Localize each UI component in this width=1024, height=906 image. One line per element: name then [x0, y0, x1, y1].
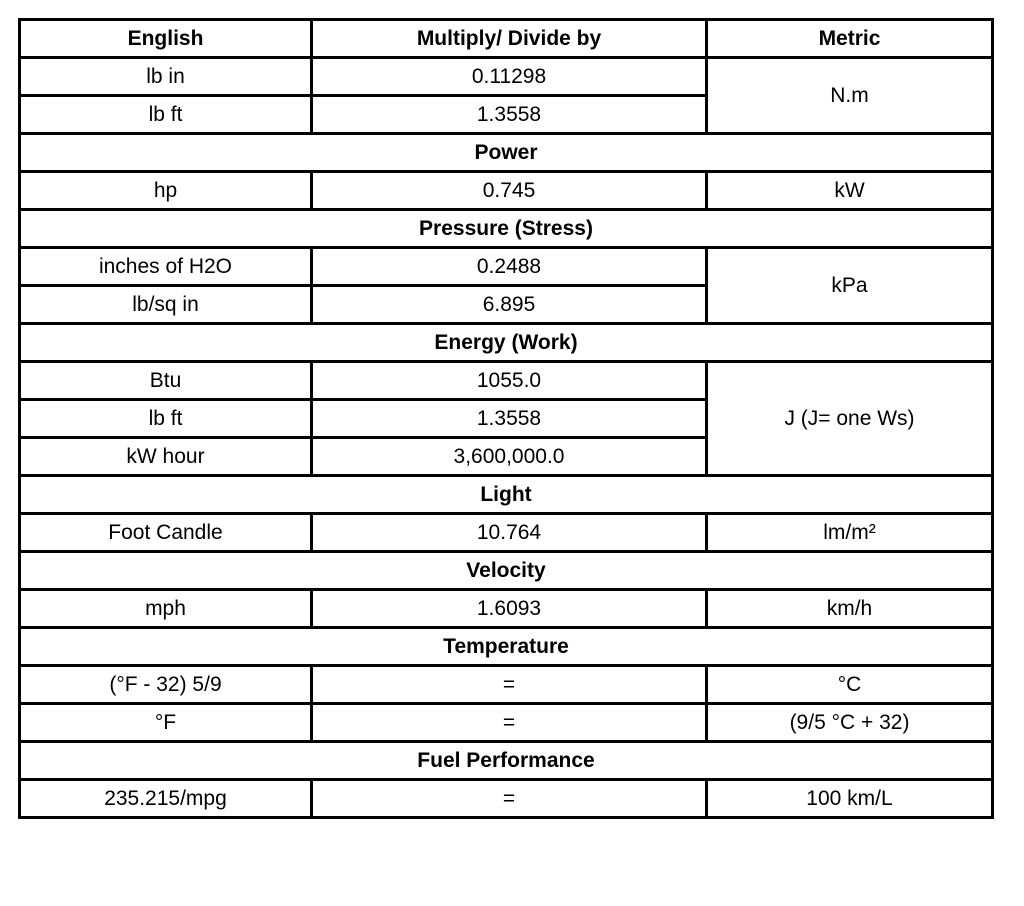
section-title: Energy (Work)	[20, 324, 993, 362]
factor-cell: =	[312, 704, 707, 742]
table-row	[20, 172, 993, 210]
english-cell: lb ft	[20, 400, 312, 438]
metric-cell: °C	[707, 666, 993, 704]
table-row	[20, 58, 993, 96]
section-title: Light	[20, 476, 993, 514]
factor-cell: 1.6093	[312, 590, 707, 628]
table-row	[20, 780, 993, 818]
conversion-table	[18, 18, 994, 819]
factor-cell: =	[312, 666, 707, 704]
table-row	[20, 590, 993, 628]
table-row	[20, 704, 993, 742]
metric-cell: lm/m²	[707, 514, 993, 552]
english-cell: inches of H2O	[20, 248, 312, 286]
english-cell: (°F - 32) 5/9	[20, 666, 312, 704]
english-cell: Foot Candle	[20, 514, 312, 552]
section-title: Velocity	[20, 552, 993, 590]
section-title: Power	[20, 134, 993, 172]
factor-cell: 1.3558	[312, 96, 707, 134]
factor-cell: 0.11298	[312, 58, 707, 96]
section-row-pressure	[20, 210, 993, 248]
section-row-fuel	[20, 742, 993, 780]
metric-cell: kPa	[707, 248, 993, 324]
header-english: English	[20, 20, 312, 58]
header-row	[20, 20, 993, 58]
section-row-energy	[20, 324, 993, 362]
metric-cell: 100 km/L	[707, 780, 993, 818]
table-row	[20, 362, 993, 400]
english-cell: lb in	[20, 58, 312, 96]
table-row	[20, 514, 993, 552]
factor-cell: 0.745	[312, 172, 707, 210]
header-factor: Multiply/ Divide by	[312, 20, 707, 58]
factor-cell: 3,600,000.0	[312, 438, 707, 476]
english-cell: °F	[20, 704, 312, 742]
english-cell: lb ft	[20, 96, 312, 134]
header-metric: Metric	[707, 20, 993, 58]
metric-cell: N.m	[707, 58, 993, 134]
english-cell: Btu	[20, 362, 312, 400]
metric-cell: J (J= one Ws)	[707, 362, 993, 476]
factor-cell: 10.764	[312, 514, 707, 552]
factor-cell: 1.3558	[312, 400, 707, 438]
section-row-temperature	[20, 628, 993, 666]
section-row-velocity	[20, 552, 993, 590]
metric-cell: kW	[707, 172, 993, 210]
section-row-power	[20, 134, 993, 172]
section-title: Fuel Performance	[20, 742, 993, 780]
factor-cell: =	[312, 780, 707, 818]
factor-cell: 6.895	[312, 286, 707, 324]
metric-cell: km/h	[707, 590, 993, 628]
english-cell: lb/sq in	[20, 286, 312, 324]
english-cell: 235.215/mpg	[20, 780, 312, 818]
section-title: Temperature	[20, 628, 993, 666]
english-cell: hp	[20, 172, 312, 210]
section-row-light	[20, 476, 993, 514]
english-cell: kW hour	[20, 438, 312, 476]
factor-cell: 0.2488	[312, 248, 707, 286]
table-row	[20, 248, 993, 286]
metric-cell: (9/5 °C + 32)	[707, 704, 993, 742]
factor-cell: 1055.0	[312, 362, 707, 400]
english-cell: mph	[20, 590, 312, 628]
section-title: Pressure (Stress)	[20, 210, 993, 248]
table-row	[20, 666, 993, 704]
